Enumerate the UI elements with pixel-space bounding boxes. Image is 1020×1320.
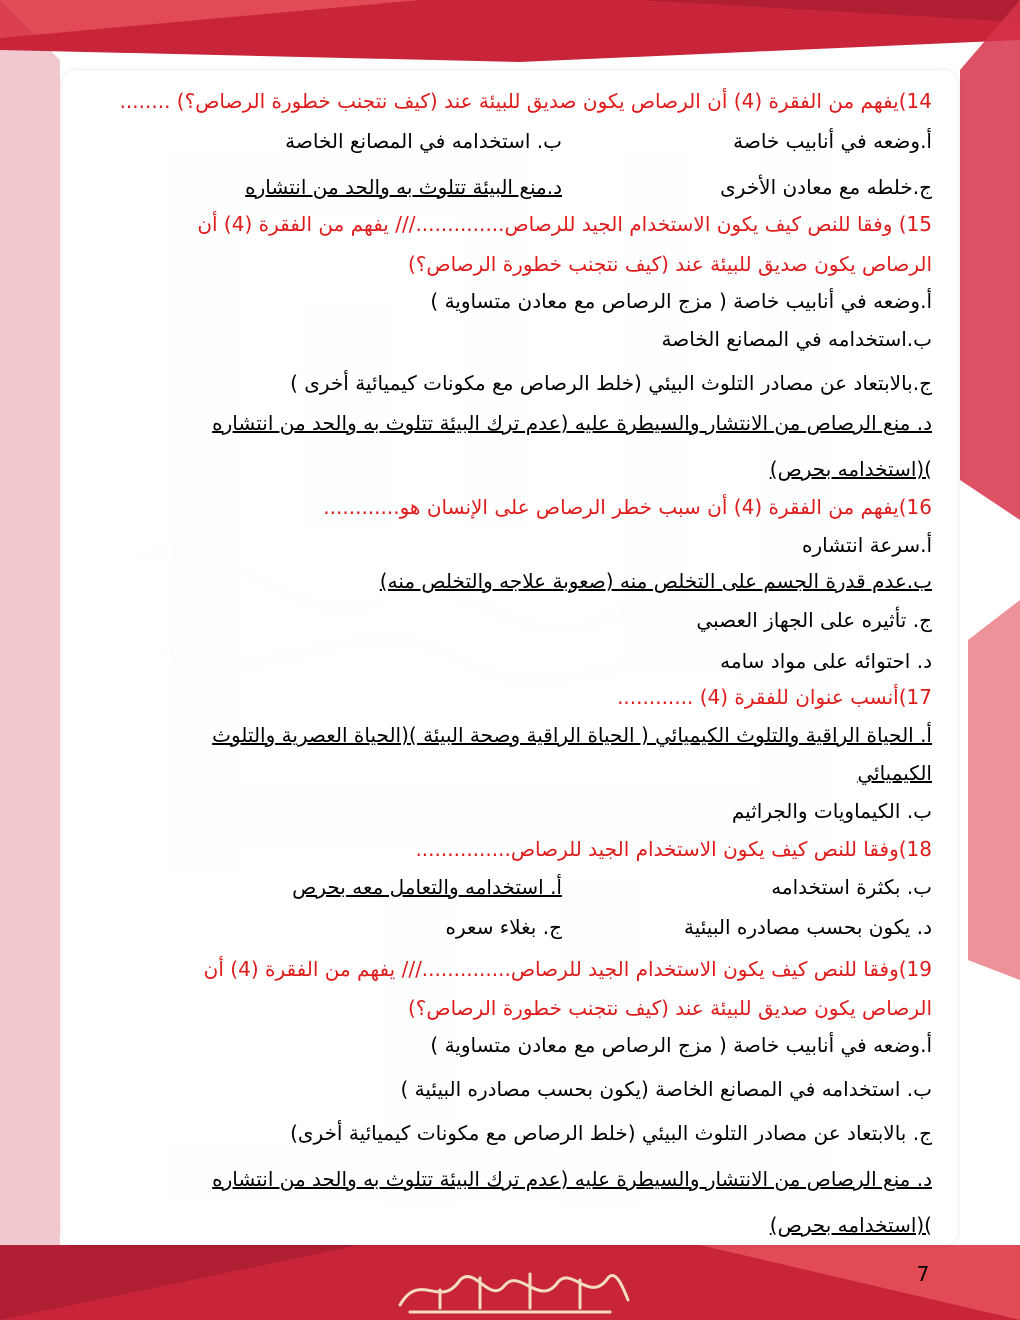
q16-option-d: د. احتوائه على مواد سامه [720,649,932,673]
q19-option-a: أ.وضعه في أنابيب خاصة ( مزج الرصاص مع معادن متساوية ) [430,1033,932,1057]
worksheet-content [60,78,940,1248]
q18-options-row1 [62,872,932,902]
footer-logo [380,1260,640,1320]
q14-option-c: ج.خلطه مع معادن الأخرى [720,175,932,199]
q18-option-b: ب. بكثرة استخدامه [771,875,932,899]
q19-option-b: ب. استخدامه في المصانع الخاصة (يكون بحسب مصادره البيئية ) [400,1077,932,1101]
q14-option-a: أ.وضعه في أنابيب خاصة [733,129,932,153]
q19-stem-line1: 19)وفقا للنص كيف يكون الاستخدام الجيد للرصاص............../// يفهم من الفقرة (4) أن [203,957,932,981]
q17-option-a-line1: أ. الحياة الراقية والتلوث الكيميائي ( الحياة الراقية وصحة البيئة )(الحياة العصرية والتلوث [212,723,932,747]
q18-option-a: أ. استخدامه والتعامل معه بحرص [292,875,562,899]
q15-option-a: أ.وضعه في أنابيب خاصة ( مزج الرصاص مع معادن متساوية ) [430,289,932,313]
q17-option-a-line2: الكيميائي [857,761,932,785]
q18-stem: 18)وفقا للنص كيف يكون الاستخدام الجيد للرصاص............... [415,837,932,861]
q18-option-d: د. يكون بحسب مصادره البيئية [684,915,932,939]
q15-option-c: ج.بالابتعاد عن مصادر التلوث البيئي (خلط الرصاص مع مكونات كيميائية أخرى ) [290,371,932,395]
q16-option-c: ج. تأثيره على الجهاز العصبي [696,608,932,632]
q15-stem-line2: الرصاص يكون صديق للبيئة عند (كيف نتجنب خطورة الرصاص؟) [407,252,932,276]
q17-stem: 17)أنسب عنوان للفقرة (4) ............ [617,685,932,709]
q17-option-b: ب. الكيماويات والجراثيم [731,799,932,823]
q14-option-d: د.منع البيئة تتلوث به والحد من انتشاره [245,175,562,199]
q14-stem: 14)يفهم من الفقرة (4) أن الرصاص يكون صديق للبيئة عند (كيف نتجنب خطورة الرصاص؟) ........ [119,89,932,113]
q14-option-b: ب. استخدامه في المصانع الخاصة [285,129,562,153]
q16-option-b: ب.عدم قدرة الجسم على التخلص منه (صعوبة علاجه والتخلص منه) [379,569,932,593]
q16-stem: 16)يفهم من الفقرة (4) أن سبب خطر الرصاص على الإنسان هو............ [323,495,932,519]
page-number: 7 [916,1262,930,1286]
q15-option-d-line2: )(استخدامه بحرص) [769,457,932,481]
q19-option-d-line2: )(استخدامه بحرص) [769,1213,932,1237]
q14-options-row1 [62,126,932,156]
q15-stem-line1: 15) وفقا للنص كيف يكون الاستخدام الجيد للرصاص............../// يفهم من الفقرة (4) أن [197,212,932,236]
q16-option-a: أ.سرعة انتشاره [802,533,932,557]
q19-stem-line2: الرصاص يكون صديق للبيئة عند (كيف نتجنب خطورة الرصاص؟) [407,996,932,1020]
q18-options-row2 [62,912,932,942]
q15-option-b: ب.استخدامه في المصانع الخاصة [661,327,932,351]
q15-option-d-line1: د. منع الرصاص من الانتشار والسيطرة عليه (عدم ترك البيئة تتلوث به والحد من انتشاره [212,411,932,435]
q18-option-c: ج. بغلاء سعره [445,915,562,939]
q19-option-d-line1: د. منع الرصاص من الانتشار والسيطرة عليه (عدم ترك البيئة تتلوث به والحد من انتشاره [212,1167,932,1191]
q19-option-c: ج. بالابتعاد عن مصادر التلوث البيئي (خلط الرصاص مع مكونات كيميائية أخرى) [290,1121,932,1145]
q14-options-row2 [62,172,932,202]
